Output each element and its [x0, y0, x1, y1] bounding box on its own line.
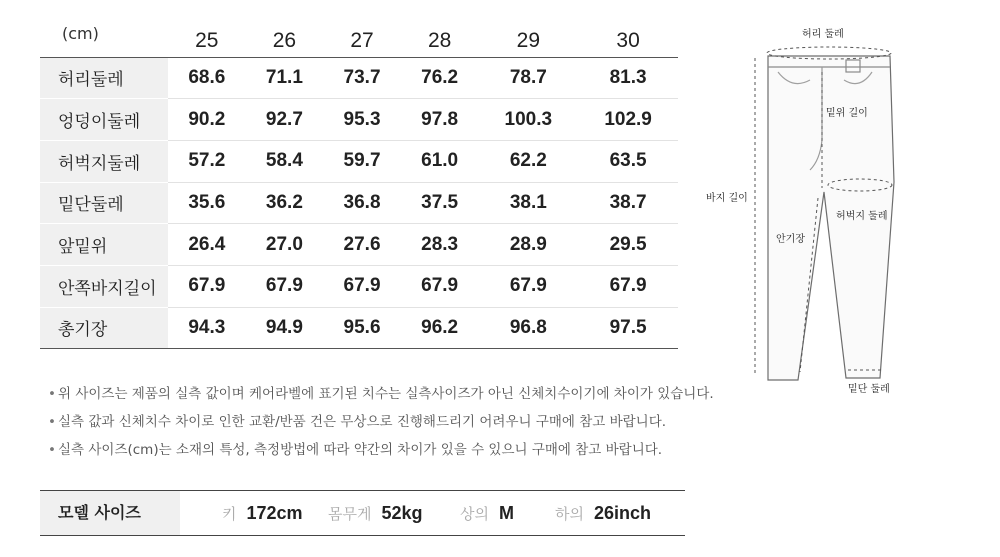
table-cell: 67.9: [578, 265, 678, 307]
table-cell: 27.0: [246, 224, 324, 266]
table-cell: 67.9: [323, 265, 401, 307]
table-cell: 96.8: [478, 307, 578, 349]
table-cell: 97.5: [578, 307, 678, 349]
model-bottom: [555, 491, 651, 535]
table-cell: 62.2: [478, 140, 578, 182]
table-cell: 28.3: [401, 224, 479, 266]
size-header-row: [40, 14, 678, 57]
note-item: [48, 440, 714, 468]
note-text: 실측 값과 신체치수 차이로 인한 교환/반품 건은 무상으로 진행해드리기 어려우니 구매에 참고 바랍니다.: [58, 414, 667, 430]
table-cell: 59.7: [323, 140, 401, 182]
table-cell: 73.7: [323, 57, 401, 99]
size-table: [40, 14, 678, 349]
row-label: 앞밑위: [40, 224, 168, 266]
table-cell: 90.2: [168, 99, 246, 141]
table-cell: 94.3: [168, 307, 246, 349]
bullet-icon: •: [48, 386, 56, 402]
table-cell: 36.2: [246, 182, 324, 224]
table-cell: 29.5: [578, 224, 678, 266]
note-item: [48, 384, 714, 412]
model-height: [222, 491, 303, 535]
table-cell: 76.2: [401, 57, 479, 99]
table-row: [40, 307, 678, 349]
inseam-label: 안기장: [776, 234, 805, 245]
weight-label: 몸무게: [328, 505, 372, 523]
table-cell: 38.7: [578, 182, 678, 224]
model-weight: [328, 491, 423, 535]
table-cell: 97.8: [401, 99, 479, 141]
note-item: [48, 412, 714, 440]
row-label: 엉덩이둘레: [40, 99, 168, 141]
row-label: 허리둘레: [40, 57, 168, 99]
top-label: 상의: [460, 505, 489, 523]
model-size-label: 모델 사이즈: [40, 491, 180, 535]
size-col-header: 25: [168, 14, 246, 57]
thigh-label: 허벅지 둘레: [836, 211, 888, 222]
model-size-bar: [40, 490, 685, 536]
table-cell: 100.3: [478, 99, 578, 141]
table-cell: 102.9: [578, 99, 678, 141]
row-label: 총기장: [40, 307, 168, 349]
pants-measurement-diagram: [700, 20, 1000, 400]
table-cell: 28.9: [478, 224, 578, 266]
table-cell: 68.6: [168, 57, 246, 99]
unit-label: (cm): [40, 14, 168, 57]
row-label: 안쪽바지길이: [40, 265, 168, 307]
table-cell: 38.1: [478, 182, 578, 224]
hem-label: 밑단 둘레: [848, 384, 890, 395]
table-cell: 58.4: [246, 140, 324, 182]
bottom-label: 하의: [555, 505, 584, 523]
bullet-icon: •: [48, 442, 56, 458]
table-cell: 67.9: [478, 265, 578, 307]
table-cell: 95.3: [323, 99, 401, 141]
model-top: [460, 491, 514, 535]
row-label: 밑단둘레: [40, 182, 168, 224]
size-col-header: 28: [401, 14, 479, 57]
table-row: [40, 57, 678, 99]
table-cell: 27.6: [323, 224, 401, 266]
top-value: M: [498, 503, 514, 523]
table-cell: 92.7: [246, 99, 324, 141]
bottom-value: 26inch: [593, 503, 652, 523]
notes-list: [48, 384, 714, 468]
table-cell: 57.2: [168, 140, 246, 182]
table-cell: 78.7: [478, 57, 578, 99]
weight-value: 52kg: [381, 503, 423, 523]
rise-label: 밑위 길이: [826, 108, 868, 119]
table-row: [40, 182, 678, 224]
table-cell: 96.2: [401, 307, 479, 349]
size-col-header: 30: [578, 14, 678, 57]
table-cell: 71.1: [246, 57, 324, 99]
table-cell: 94.9: [246, 307, 324, 349]
height-value: 172cm: [246, 503, 303, 523]
table-cell: 61.0: [401, 140, 479, 182]
length-label: 바지 길이: [706, 193, 748, 204]
size-col-header: 26: [246, 14, 324, 57]
note-text: 실측 사이즈(cm)는 소재의 특성, 측정방법에 따라 약간의 차이가 있을 수 있으니 구매에 참고 바랍니다.: [58, 442, 663, 458]
table-cell: 63.5: [578, 140, 678, 182]
note-text: 위 사이즈는 제품의 실측 값이며 케어라벨에 표기된 치수는 실측사이즈가 아닌 신체치수이기에 차이가 있습니다.: [58, 386, 714, 402]
height-label: 키: [222, 505, 237, 523]
table-cell: 37.5: [401, 182, 479, 224]
row-label: 허벅지둘레: [40, 140, 168, 182]
table-row: [40, 265, 678, 307]
table-cell: 81.3: [578, 57, 678, 99]
table-row: [40, 140, 678, 182]
table-cell: 35.6: [168, 182, 246, 224]
bullet-icon: •: [48, 414, 56, 430]
table-cell: 95.6: [323, 307, 401, 349]
table-row: [40, 99, 678, 141]
size-col-header: 27: [323, 14, 401, 57]
table-cell: 67.9: [168, 265, 246, 307]
table-row: [40, 224, 678, 266]
table-cell: 67.9: [401, 265, 479, 307]
waist-label: 허리 둘레: [802, 29, 844, 40]
size-col-header: 29: [478, 14, 578, 57]
table-cell: 67.9: [246, 265, 324, 307]
table-cell: 36.8: [323, 182, 401, 224]
table-cell: 26.4: [168, 224, 246, 266]
